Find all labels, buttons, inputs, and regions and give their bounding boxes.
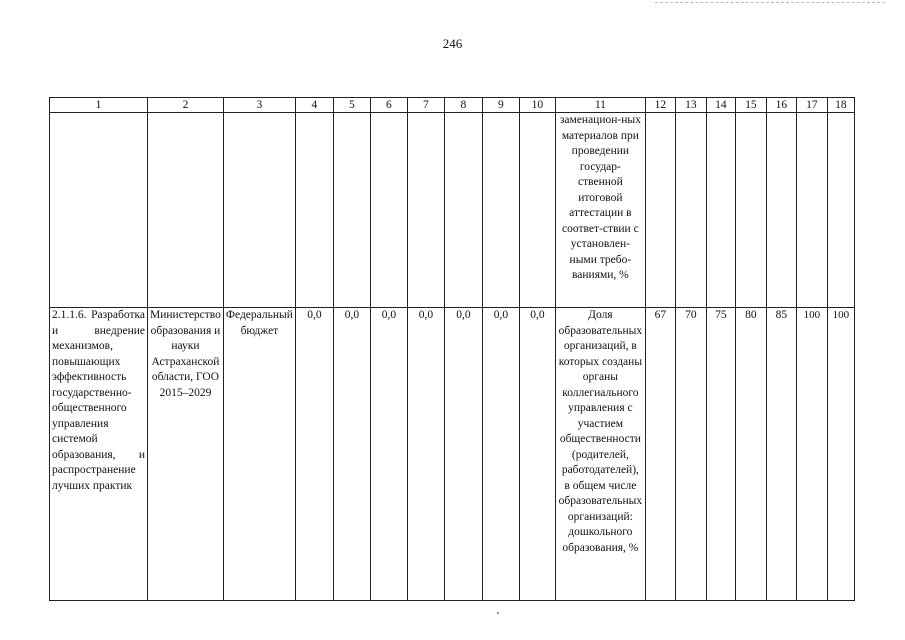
- value-cell: 0,0: [407, 308, 444, 601]
- funding-source-cell: Федеральный бюджет: [223, 308, 295, 601]
- header-cell: 1: [50, 98, 148, 113]
- value-cell: 0,0: [519, 308, 555, 601]
- page-number: 246: [442, 36, 463, 51]
- table-cell: [295, 113, 333, 308]
- header-cell: 9: [482, 98, 519, 113]
- target-value-cell: 100: [796, 308, 827, 601]
- header-cell: 8: [444, 98, 482, 113]
- header-cell: 5: [333, 98, 370, 113]
- header-cell: 16: [766, 98, 796, 113]
- table-cell: [706, 113, 735, 308]
- table-cell: [370, 113, 407, 308]
- indicator-cell: Доля образовательных организаций, в которых созданы органы коллегиального управления с участием общественности (родителей, работодателей), в общем числе образовательных организаций: дошкольного образования, %: [555, 308, 645, 601]
- table-cell: [827, 113, 854, 308]
- header-cell: 18: [827, 98, 854, 113]
- table-cell: [519, 113, 555, 308]
- header-cell: 3: [223, 98, 295, 113]
- table-cell: [50, 113, 148, 308]
- table-cell: [645, 113, 675, 308]
- scan-artifact-line: [655, 2, 885, 4]
- header-cell: 6: [370, 98, 407, 113]
- header-cell: 15: [735, 98, 766, 113]
- table-row: [50, 308, 855, 601]
- target-value-cell: 85: [766, 308, 796, 601]
- program-table: [49, 97, 855, 601]
- table-cell: [333, 113, 370, 308]
- scan-speck: [497, 612, 499, 614]
- target-value-cell: 67: [645, 308, 675, 601]
- measure-cell: 2.1.1.6. Разработка и внедрение механизмов, повышающих эффективность государственно-общественного управления системой образования, и распространение лучших практик: [50, 308, 148, 601]
- header-cell: 11: [555, 98, 645, 113]
- table-cell: [444, 113, 482, 308]
- value-cell: 0,0: [444, 308, 482, 601]
- header-cell: 13: [675, 98, 706, 113]
- value-cell: 0,0: [333, 308, 370, 601]
- value-cell: 0,0: [482, 308, 519, 601]
- table-cell: [766, 113, 796, 308]
- table-cell: [407, 113, 444, 308]
- header-cell: 10: [519, 98, 555, 113]
- table-row: [50, 113, 855, 308]
- table-cell: [735, 113, 766, 308]
- table-cell: [223, 113, 295, 308]
- header-cell: 17: [796, 98, 827, 113]
- header-row: [50, 98, 855, 113]
- header-cell: 12: [645, 98, 675, 113]
- table-cell: [675, 113, 706, 308]
- header-cell: 7: [407, 98, 444, 113]
- value-cell: 0,0: [295, 308, 333, 601]
- header-cell: 2: [148, 98, 224, 113]
- target-value-cell: 80: [735, 308, 766, 601]
- table-cell: [796, 113, 827, 308]
- target-value-cell: 100: [827, 308, 854, 601]
- header-cell: 14: [706, 98, 735, 113]
- target-value-cell: 75: [706, 308, 735, 601]
- table-cell: [482, 113, 519, 308]
- header-cell: 4: [295, 98, 333, 113]
- target-value-cell: 70: [675, 308, 706, 601]
- executor-cell: Министерство образования и науки Астраханской области, ГОО 2015–2029: [148, 308, 224, 601]
- indicator-cell: заменацион-ных материалов при проведении государ-ственной итоговой аттестации в соответ-ствии с установлен-ными требо-ваниями, %: [555, 113, 645, 308]
- value-cell: 0,0: [370, 308, 407, 601]
- table-cell: [148, 113, 224, 308]
